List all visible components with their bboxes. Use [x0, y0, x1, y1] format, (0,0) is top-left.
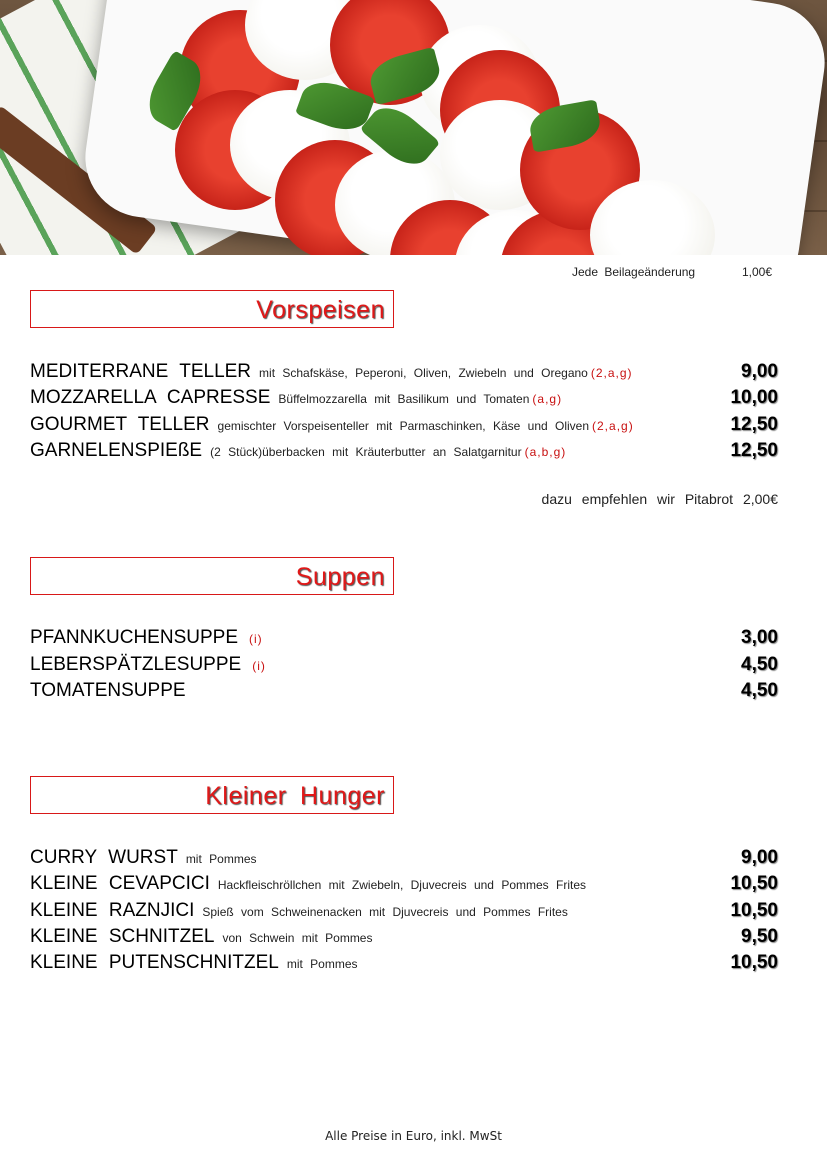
item-description: mit Pommes — [286, 957, 358, 971]
item-name: KLEINE PUTENSCHNITZEL — [30, 952, 279, 973]
item-name: GOURMET TELLER — [30, 414, 210, 435]
item-name: CURRY WURST — [30, 847, 178, 868]
menu-item — [30, 873, 778, 897]
item-price: 10,50 — [730, 952, 778, 973]
item-name: TOMATENSUPPE — [30, 680, 186, 701]
item-name: KLEINE SCHNITZEL — [30, 926, 215, 947]
allergen-codes: (2,a,g) — [592, 419, 634, 433]
menu-item — [30, 926, 778, 950]
menu-item — [30, 627, 778, 651]
menu-item — [30, 900, 778, 924]
item-description: (2 Stück)überbacken mit Kräuterbutter an Salatgarnitur — [210, 445, 522, 459]
extra-price: 1,00€ — [742, 265, 773, 279]
item-name: MEDITERRANE TELLER — [30, 361, 252, 382]
allergen-codes: (i) — [252, 659, 266, 673]
item-description: Büffelmozzarella mit Basilikum und Tomaten — [278, 392, 530, 406]
item-price: 3,00 — [741, 627, 778, 648]
item-price: 4,50 — [741, 654, 778, 675]
item-price: 9,00 — [741, 847, 778, 868]
menu-item — [30, 361, 778, 385]
item-price: 10,50 — [730, 873, 778, 894]
item-price: 12,50 — [730, 414, 778, 435]
price-footnote: Alle Preise in Euro, inkl. MwSt — [325, 1129, 502, 1143]
section-heading-suppen: Suppen — [30, 557, 394, 595]
menu-item — [30, 440, 778, 464]
menu-item — [30, 414, 778, 438]
menu-item — [30, 654, 778, 678]
allergen-codes: (a,g) — [532, 392, 563, 406]
menu-item — [30, 680, 778, 704]
extra-label: Jede Beilageänderung — [572, 265, 696, 279]
item-price: 9,00 — [741, 361, 778, 382]
item-description: Spieß vom Schweinenacken mit Djuvecreis und Pommes Frites — [202, 905, 568, 919]
menu-item — [30, 952, 778, 976]
item-price: 10,50 — [730, 900, 778, 921]
pita-recommendation: dazu empfehlen wir Pitabrot 2,00€ — [541, 491, 778, 507]
menu-item — [30, 847, 778, 871]
section-heading-vorspeisen: Vorspeisen — [30, 290, 394, 328]
item-description: gemischter Vorspeisenteller mit Parmaschinken, Käse und Oliven — [217, 419, 590, 433]
item-price: 9,50 — [741, 926, 778, 947]
item-name: LEBERSPÄTZLESUPPE — [30, 654, 242, 675]
item-description: mit Pommes — [185, 852, 257, 866]
item-price: 4,50 — [741, 680, 778, 701]
item-name: GARNELENSPIEßE — [30, 440, 203, 461]
item-name: KLEINE CEVAPCICI — [30, 873, 210, 894]
section-heading-kleiner-hunger: Kleiner Hunger — [30, 776, 394, 814]
item-description: mit Schafskäse, Peperoni, Oliven, Zwiebeln und Oregano — [259, 366, 588, 380]
item-description: Hackfleischröllchen mit Zwiebeln, Djuvecreis und Pommes Frites — [217, 878, 586, 892]
item-name: MOZZARELLA CAPRESSE — [30, 387, 271, 408]
menu-item — [30, 387, 778, 411]
item-price: 10,00 — [730, 387, 778, 408]
item-price: 12,50 — [730, 440, 778, 461]
allergen-codes: (a,b,g) — [524, 445, 567, 459]
allergen-codes: (2,a,g) — [590, 366, 633, 380]
item-description: von Schwein mit Pommes — [222, 931, 373, 945]
allergen-codes: (i) — [249, 632, 263, 646]
item-name: KLEINE RAZNJICI — [30, 900, 195, 921]
hero-image-caprese — [0, 0, 827, 255]
item-name: PFANNKUCHENSUPPE — [30, 627, 238, 648]
